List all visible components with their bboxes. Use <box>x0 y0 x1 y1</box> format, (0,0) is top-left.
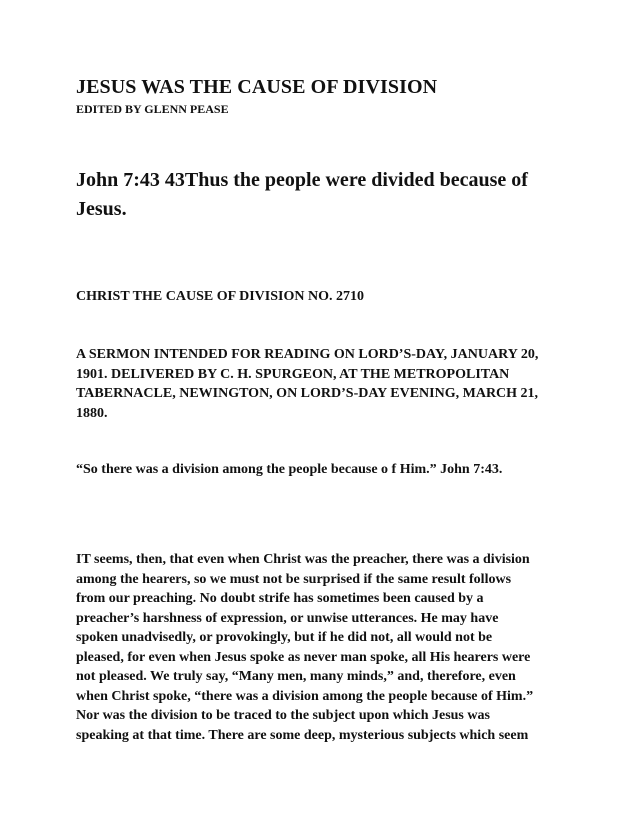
body-line: preacher’s harshness of expression, or unwise utterances. He may have <box>76 610 499 626</box>
verse-heading: John 7:43 43Thus the people were divided because of Jesus. <box>76 169 528 220</box>
body-line: Nor was the division to be traced to the subject upon which Jesus was <box>76 708 490 723</box>
intro-line: A SERMON INTENDED FOR READING ON LORD’S-DAY, JANUARY 20, <box>76 347 539 362</box>
intro-line: 1901. DELIVERED BY C. H. SPURGEON, AT THE METROPOLITAN <box>76 366 510 382</box>
sermon-body <box>76 550 576 745</box>
sermon-heading: CHRIST THE CAUSE OF DIVISION NO. 2710 <box>76 289 364 304</box>
intro-line: TABERNACLE, NEWINGTON, ON LORD’S-DAY EVENING, MARCH 21, <box>76 386 539 401</box>
body-line: pleased, for even when Jesus spoke as never man spoke, all His hearers were <box>76 649 531 665</box>
body-line: from our preaching. No doubt strife has sometimes been caused by a <box>76 591 484 606</box>
scripture-quote: “So there was a division among the people because o f Him.” John 7:43. <box>76 462 503 477</box>
body-line: speaking at that time. There are some deep, mysterious subjects which seem <box>76 727 529 743</box>
sermon-intro <box>76 345 576 423</box>
document-title: JESUS WAS THE CAUSE OF DIVISION <box>76 76 438 98</box>
body-line: not pleased. We truly say, “Many men, many minds,” and, therefore, even <box>76 669 516 684</box>
body-line: spoken unadvisedly, or provokingly, but if he did not, all would not be <box>76 630 493 645</box>
body-line: IT seems, then, that even when Christ was the preacher, there was a division <box>76 552 530 567</box>
body-line: when Christ spoke, “there was a division among the people because of Him.” <box>76 688 534 704</box>
body-line: among the hearers, so we must not be surprised if the same result follows <box>76 571 512 587</box>
editor-credit: EDITED BY GLENN PEASE <box>76 102 229 116</box>
intro-line: 1880. <box>76 405 108 421</box>
